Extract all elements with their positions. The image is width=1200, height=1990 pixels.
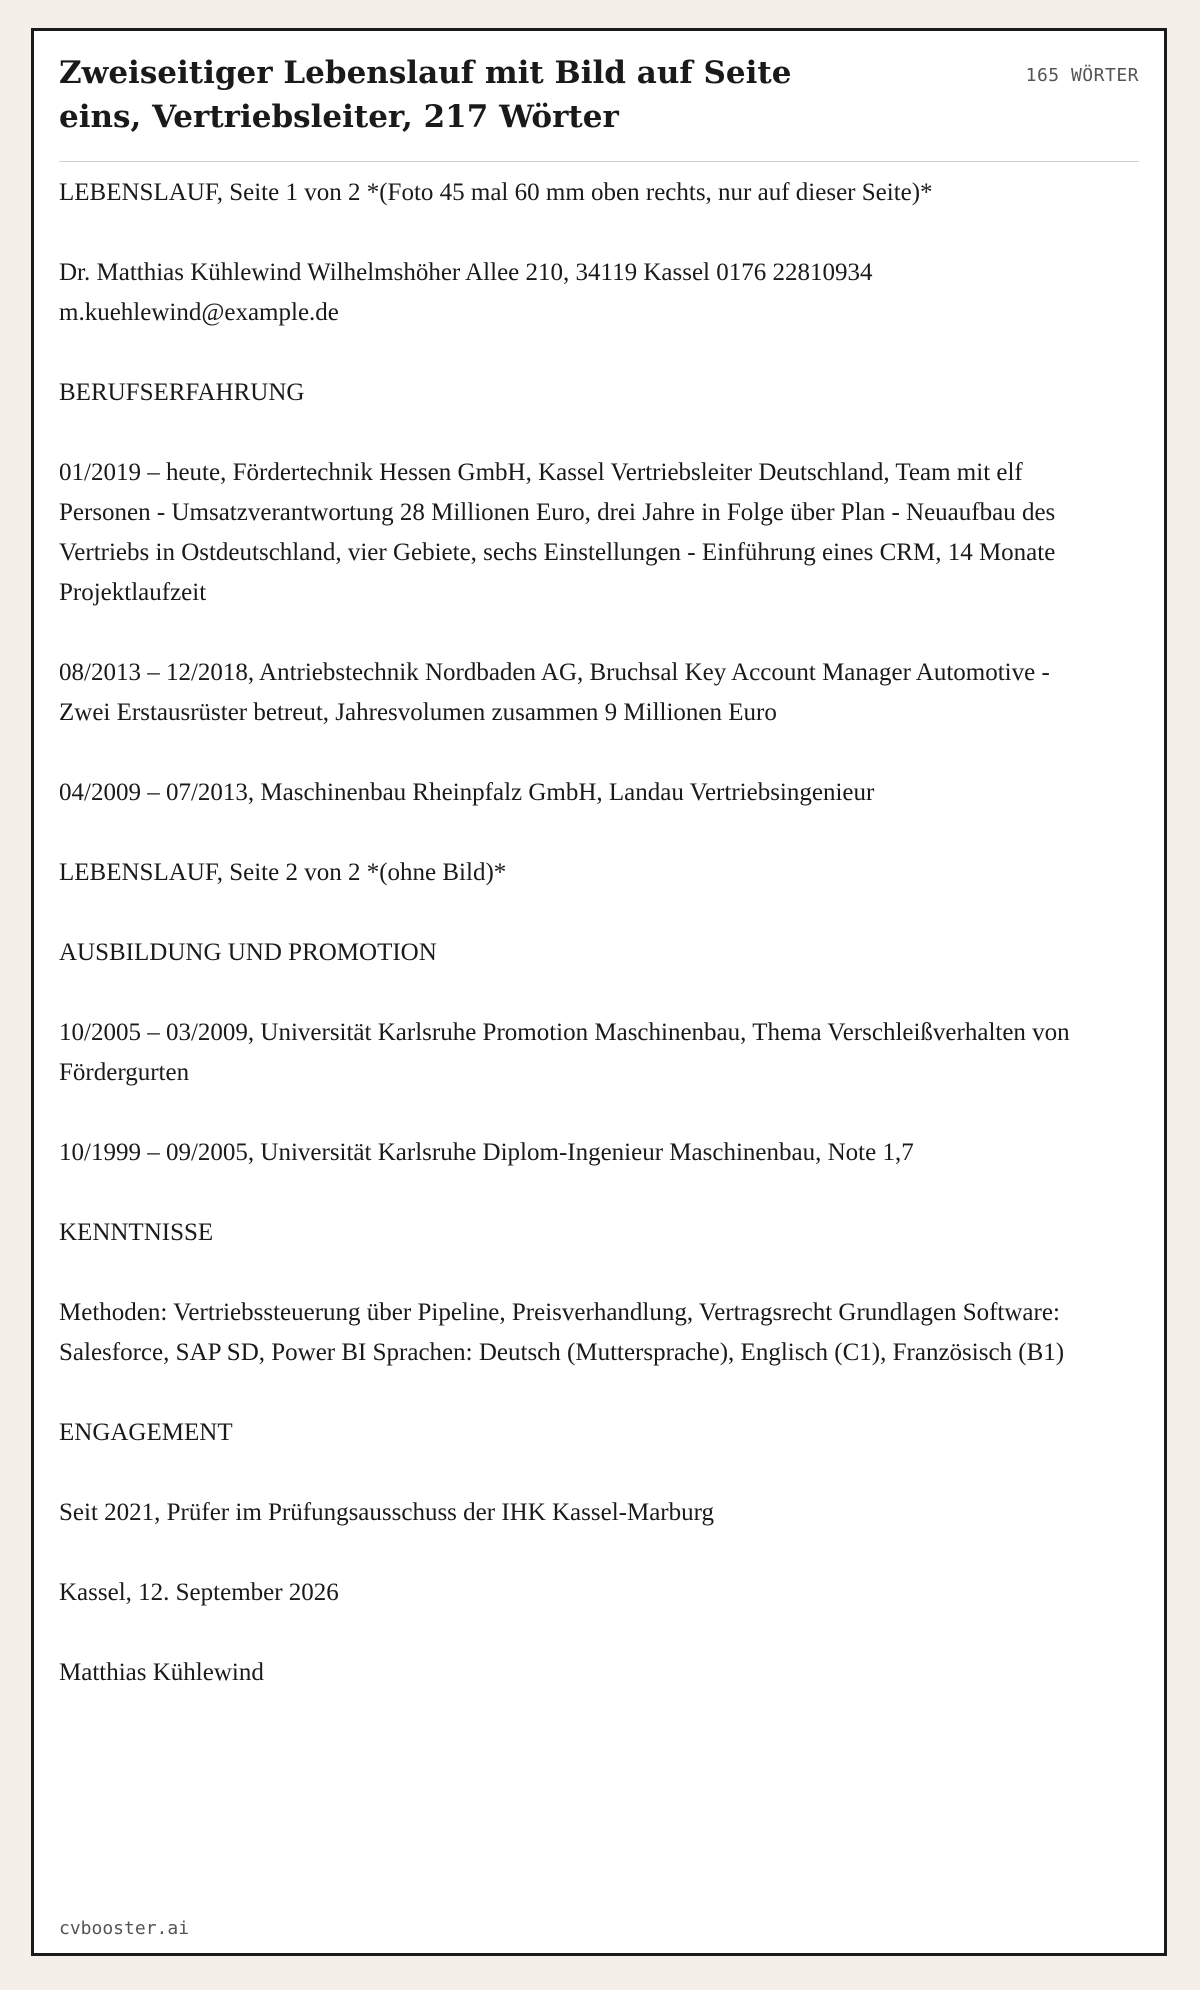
- skills-text: Methoden: Vertriebssteuerung über Pipeline, Preisverhandlung, Vertragsrecht Grundlagen Software: Salesforce, SAP SD, Power BI Sprachen: Deutsch (Muttersprache), Englisch (C1), Französisch (B1): [59, 1299, 1065, 1366]
- education-entry: 10/2005 – 03/2009, Universität Karlsruhe Promotion Maschinenbau, Thema Verschleißverhalten von Fördergurten: [59, 1019, 1070, 1086]
- word-count-badge: 165 WÖRTER: [1025, 65, 1139, 86]
- page-marker-2: LEBENSLAUF, Seite 2 von 2 *(ohne Bild)*: [59, 859, 507, 886]
- contact-details: Dr. Matthias Kühlewind Wilhelmshöher Allee 210, 34119 Kassel 0176 22810934 m.kuehlewind@example.de: [59, 259, 873, 326]
- document-title: Zweiseitiger Lebenslauf mit Bild auf Seite eins, Vertriebsleiter, 217 Wörter: [59, 55, 792, 135]
- experience-entry: 08/2013 – 12/2018, Antriebstechnik Nordbaden AG, Bruchsal Key Account Manager Automotive - Zwei Erstausrüster betreut, Jahresvolumen zusammen 9 Millionen Euro: [59, 659, 1050, 726]
- section-heading-skills: KENNTNISSE: [59, 1219, 214, 1246]
- footer-brand: cvbooster.ai: [59, 1918, 190, 1939]
- place-date: Kassel, 12. September 2026: [59, 1579, 339, 1606]
- experience-entry: 01/2019 – heute, Fördertechnik Hessen GmbH, Kassel Vertriebsleiter Deutschland, Team mit elf Personen - Umsatzverantwortung 28 Millionen Euro, drei Jahre in Folge über Plan - Neuaufbau des Vertriebs in Ostdeutschland, vier Gebiete, sechs Einstellungen - Einführung eines CRM, 14 Monate Projektlaufzeit: [59, 459, 1056, 606]
- section-heading-education: AUSBILDUNG UND PROMOTION: [59, 939, 437, 966]
- section-heading-experience: BERUFSERFAHRUNG: [59, 379, 305, 406]
- education-entry: 10/1999 – 09/2005, Universität Karlsruhe Diplom-Ingenieur Maschinenbau, Note 1,7: [59, 1139, 914, 1166]
- engagement-entry: Seit 2021, Prüfer im Prüfungsausschuss der IHK Kassel-Marburg: [59, 1499, 715, 1526]
- document-body: [59, 173, 1079, 1733]
- experience-entry: 04/2009 – 07/2013, Maschinenbau Rheinpfalz GmbH, Landau Vertriebsingenieur: [59, 779, 875, 806]
- page-marker-1: LEBENSLAUF, Seite 1 von 2 *(Foto 45 mal 60 mm oben rechts, nur auf dieser Seite)*: [59, 179, 933, 206]
- section-heading-engagement: ENGAGEMENT: [59, 1419, 233, 1446]
- document-card: [31, 28, 1167, 1956]
- document-header: [59, 51, 1139, 162]
- signature-name: Matthias Kühlewind: [59, 1659, 264, 1686]
